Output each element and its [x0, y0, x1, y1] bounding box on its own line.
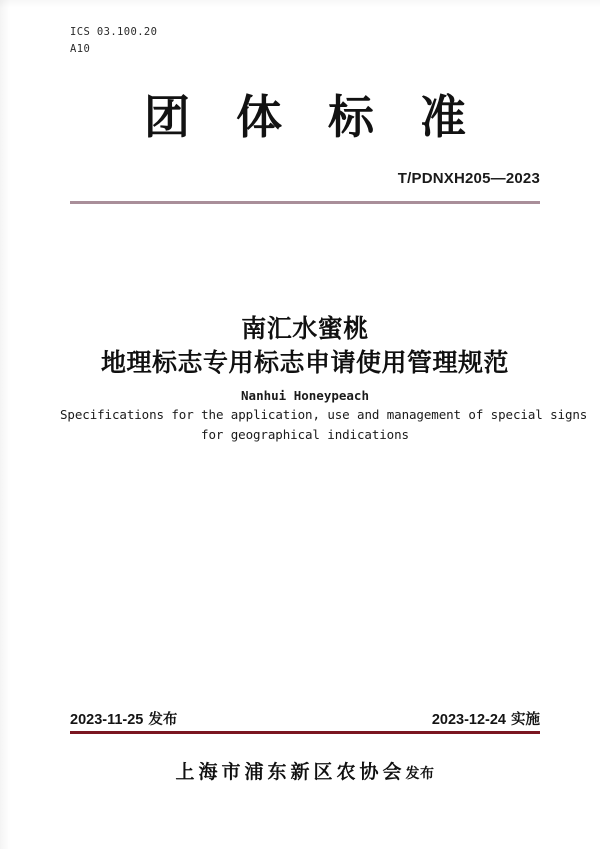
ics-code-line: ICS 03.100.20: [70, 26, 158, 38]
issue-date-item: [70, 708, 177, 729]
standard-number: T/PDNXH205—2023: [397, 170, 540, 187]
document-title-block: [60, 312, 588, 445]
effective-date-item: [432, 708, 540, 729]
publisher-line: [70, 757, 540, 784]
issue-date-value: 2023-11-25: [70, 712, 144, 728]
title-chinese-subtitle: 地理标志专用标志申请使用管理规范: [100, 349, 509, 377]
title-english-line-1: Specifications for the application, use and management of special signs: [60, 407, 588, 422]
header-divider-rule: [70, 201, 540, 204]
title-english-line-2: for geographical indications: [201, 427, 409, 442]
page-content: [60, 0, 588, 849]
classification-code-line: A10: [70, 43, 91, 55]
publisher-name: 上海市浦东新区农协会: [175, 762, 406, 783]
effective-date-value: 2023-12-24: [431, 712, 506, 728]
ics-header-block: [70, 24, 157, 58]
standard-kind-heading: 团体标准: [144, 91, 512, 143]
footer-divider-rule: [70, 731, 540, 734]
title-chinese-main: 南汇水蜜桃: [241, 315, 369, 343]
footer-dates-row: [70, 708, 540, 729]
effective-date-label: 实施: [511, 712, 540, 728]
title-english-name: Nanhui Honeypeach: [241, 388, 369, 403]
publisher-verb: 发布: [405, 765, 435, 781]
issue-date-label: 发布: [148, 712, 178, 728]
